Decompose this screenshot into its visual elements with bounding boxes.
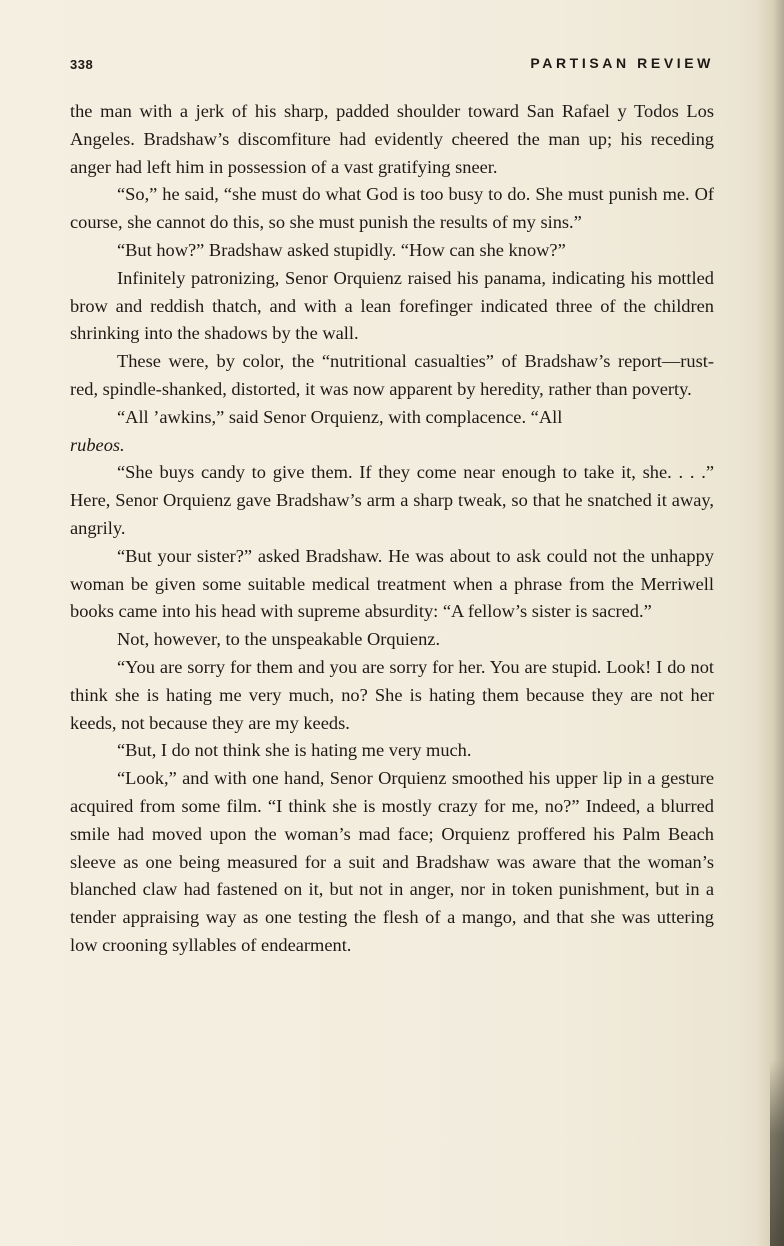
paragraph: “But, I do not think she is hating me very much.	[117, 740, 472, 761]
running-head: PARTISAN REVIEW	[530, 55, 714, 71]
paragraph: These were, by color, the “nutritional casualties” of Bradshaw’s report—rust-red, spindle-shanked, distorted, it was now apparent by heredity, rather than poverty.	[70, 351, 714, 399]
italic-word: rubeos.	[70, 434, 125, 455]
paragraph: “She buys candy to give them. If they come near enough to take it, she. . . .” Here, Senor Orquienz gave Bradshaw’s arm a sharp tweak, so that he snatched it away, angrily.	[70, 462, 714, 538]
page-corner-shadow	[770, 1060, 784, 1246]
paragraph: “So,” he said, “she must do what God is too busy to do. She must punish me. Of course, she cannot do this, so she must punish the results of my sins.”	[70, 184, 714, 233]
paragraph: Infinitely patronizing, Senor Orquienz raised his panama, indicating his mottled brow and reddish thatch, and with a lean forefinger indicated three of the children shrinking into the shadows by the wall.	[70, 267, 714, 344]
paragraph: the man with a jerk of his sharp, padded shoulder toward San Rafael y Todos Los Angeles. Bradshaw’s discomfiture had evidently cheered the man up; his receding anger had left him in possession of a vast gratifying sneer.	[70, 101, 714, 177]
page-header	[70, 55, 714, 77]
paragraph: “You are sorry for them and you are sorry for her. You are stupid. Look! I do not think she is hating me very much, no? She is hating them because they are not her keeds, not because they are my keeds.	[70, 656, 714, 733]
paragraph-text: “All ’awkins,” said Senor Orquienz, with complacence. “All	[117, 406, 563, 427]
paragraph	[70, 404, 714, 460]
paragraph: “Look,” and with one hand, Senor Orquienz smoothed his upper lip in a gesture acquired from some film. “I think she is mostly crazy for me, no?” Indeed, a blurred smile had moved upon the woman’s mad face; Orquienz proffered his Palm Beach sleeve as one being measured for a suit and Bradshaw was aware that the woman’s blanched claw had fastened on it, but not in anger, nor in token punishment, but in a tender appraising way as one testing the flesh of a mango, and that she was uttering low crooning syllables of endearment.	[70, 768, 714, 955]
page-number: 338	[70, 57, 94, 72]
paragraph: “But your sister?” asked Bradshaw. He was about to ask could not the unhappy woman be given some suitable medical treatment when a phrase from the Merriwell books came into his head with supreme absurdity: “A fellow’s sister is sacred.”	[70, 545, 714, 622]
body-text	[70, 98, 714, 960]
paragraph: Not, however, to the unspeakable Orquienz.	[117, 629, 441, 650]
paragraph: “But how?” Bradshaw asked stupidly. “How can she know?”	[117, 239, 566, 260]
